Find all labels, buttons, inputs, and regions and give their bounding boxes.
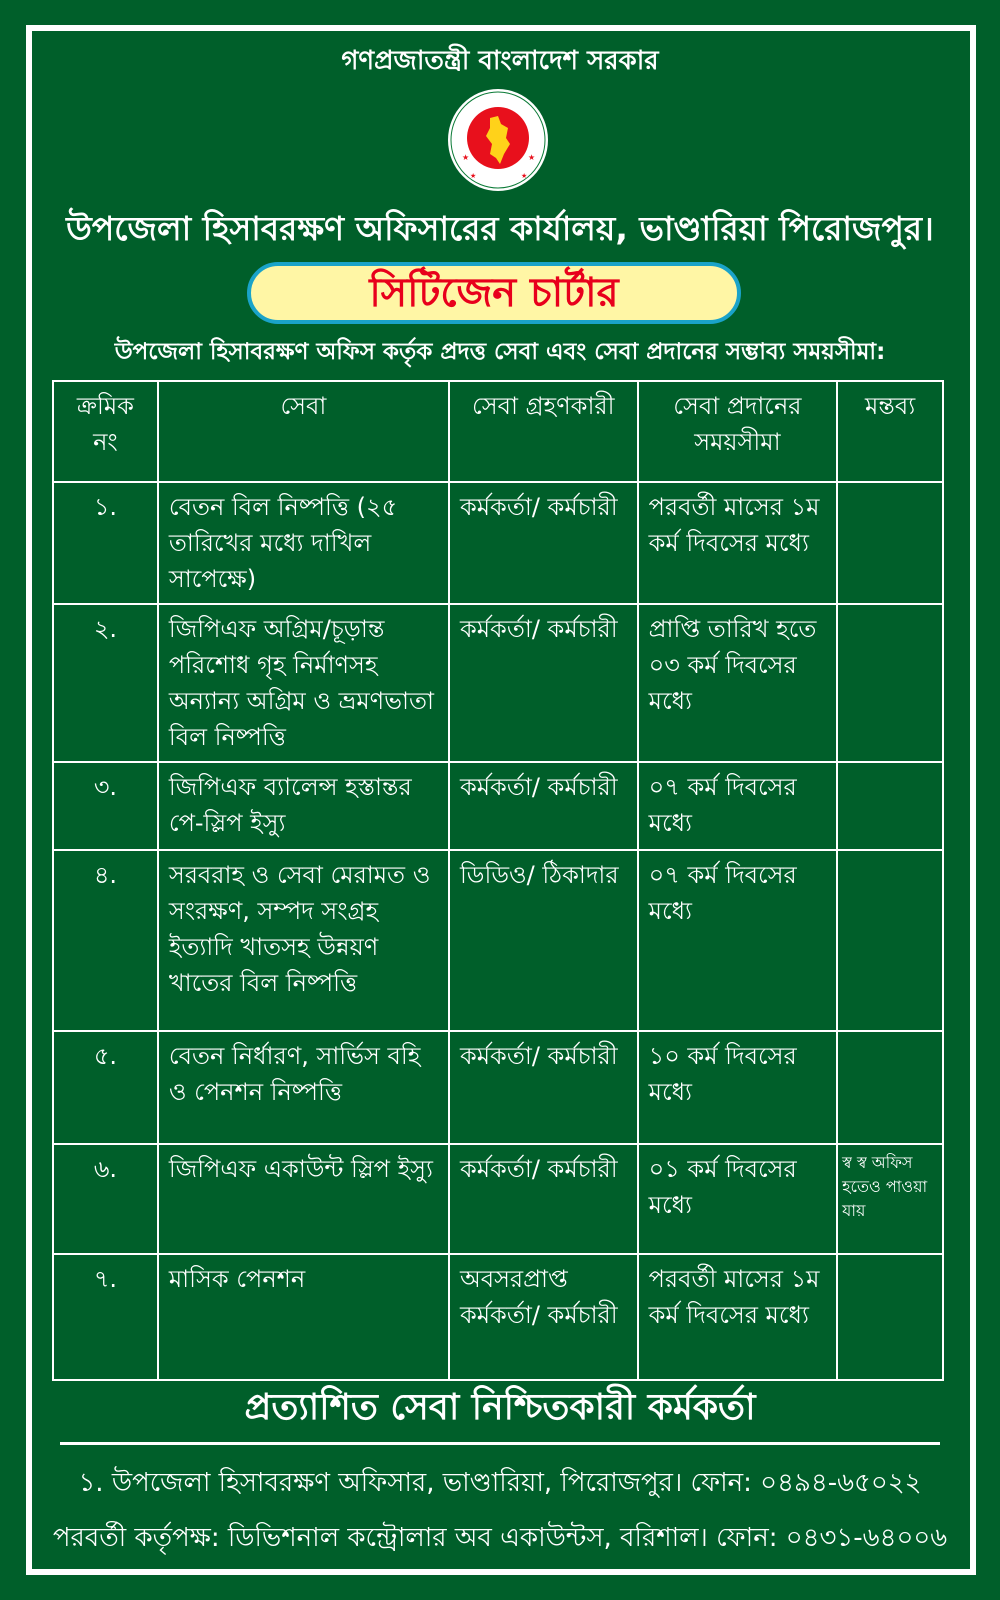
responsible-officer-heading: প্রত্যাশিত সেবা নিশ্চিতকারী কর্মকর্তা bbox=[244, 1387, 756, 1428]
cell-service: জিপিএফ ব্যালেন্স হস্তান্তর পে-স্লিপ ইস্যু bbox=[158, 762, 449, 850]
header-serial: ক্রমিক নং bbox=[53, 381, 158, 482]
officer-contact: ১. উপজেলা হিসাবরক্ষণ অফিসার, ভাণ্ডারিয়া, পিরোজপুর। ফোন: ০৪৯৪-৬৫০২২ bbox=[78, 1468, 922, 1498]
citizen-charter-title: সিটিজেন চার্টার bbox=[247, 262, 741, 324]
svg-text:★: ★ bbox=[521, 172, 528, 180]
cell-time: ০৭ কর্ম দিবসের মধ্যে bbox=[638, 850, 838, 1031]
cell-remark bbox=[837, 850, 943, 1031]
table-row bbox=[53, 604, 943, 762]
cell-serial: ২. bbox=[53, 604, 158, 762]
office-name: উপজেলা হিসাবরক্ষণ অফিসারের কার্যালয়, ভাণ্ডারিয়া পিরোজপুর। bbox=[66, 209, 934, 248]
cell-remark bbox=[837, 482, 943, 604]
header-remark: মন্তব্য bbox=[837, 381, 943, 482]
table-row bbox=[53, 482, 943, 604]
svg-text:★: ★ bbox=[528, 153, 536, 162]
cell-recipient: কর্মকর্তা/ কর্মচারী bbox=[449, 482, 638, 604]
header-recipient: সেবা গ্রহণকারী bbox=[449, 381, 638, 482]
cell-time: পরবর্তী মাসের ১ম কর্ম দিবসের মধ্যে bbox=[638, 1254, 838, 1380]
cell-time: ০৭ কর্ম দিবসের মধ্যে bbox=[638, 762, 838, 850]
cell-service: মাসিক পেনশন bbox=[158, 1254, 449, 1380]
government-emblem-icon bbox=[446, 88, 550, 192]
cell-recipient: কর্মকর্তা/ কর্মচারী bbox=[449, 604, 638, 762]
cell-service: জিপিএফ অগ্রিম/চূড়ান্ত পরিশোধ গৃহ নির্মাণসহ অন্যান্য অগ্রিম ও ভ্রমণভাতা বিল নিষ্পত্তি bbox=[158, 604, 449, 762]
cell-serial: ৭. bbox=[53, 1254, 158, 1380]
cell-remark bbox=[837, 1254, 943, 1380]
cell-time: প্রাপ্তি তারিখ হতে ০৩ কর্ম দিবসের মধ্যে bbox=[638, 604, 838, 762]
table-header-row bbox=[53, 381, 943, 482]
svg-text:★: ★ bbox=[462, 153, 470, 162]
cell-remark bbox=[837, 1031, 943, 1144]
cell-time: ১০ কর্ম দিবসের মধ্যে bbox=[638, 1031, 838, 1144]
table-row bbox=[53, 762, 943, 850]
table-row bbox=[53, 850, 943, 1031]
header-service: সেবা bbox=[158, 381, 449, 482]
next-authority-contact: পরবর্তী কর্তৃপক্ষ: ডিভিশনাল কন্ট্রোলার অব একাউন্টস, বরিশাল। ফোন: ০৪৩১-৬৪০০৬ bbox=[52, 1523, 948, 1553]
government-heading: গণপ্রজাতন্ত্রী বাংলাদেশ সরকার bbox=[341, 46, 659, 76]
table-row bbox=[53, 1144, 943, 1254]
cell-service: বেতন নির্ধারণ, সার্ভিস বহি ও পেনশন নিষ্পত্তি bbox=[158, 1031, 449, 1144]
cell-serial: ১. bbox=[53, 482, 158, 604]
header-time-limit: সেবা প্রদানের সময়সীমা bbox=[638, 381, 838, 482]
cell-time: ০১ কর্ম দিবসের মধ্যে bbox=[638, 1144, 838, 1254]
table-row bbox=[53, 1254, 943, 1380]
cell-service: জিপিএফ একাউন্ট স্লিপ ইস্যু bbox=[158, 1144, 449, 1254]
cell-service: সরবরাহ ও সেবা মেরামত ও সংরক্ষণ, সম্পদ সংগ্রহ ইত্যাদি খাতসহ উন্নয়ণ খাতের বিল নিষ্পত্তি bbox=[158, 850, 449, 1031]
cell-remark bbox=[837, 604, 943, 762]
cell-recipient: অবসরপ্রাপ্ত কর্মকর্তা/ কর্মচারী bbox=[449, 1254, 638, 1380]
cell-serial: ৬. bbox=[53, 1144, 158, 1254]
table-row bbox=[53, 1031, 943, 1144]
cell-remark: স্ব স্ব অফিস হতেও পাওয়া যায় bbox=[837, 1144, 943, 1254]
subtitle: উপজেলা হিসাবরক্ষণ অফিস কর্তৃক প্রদত্ত সেবা এবং সেবা প্রদানের সম্ভাব্য সময়সীমা: bbox=[114, 339, 886, 365]
services-table bbox=[52, 380, 944, 1381]
cell-recipient: কর্মকর্তা/ কর্মচারী bbox=[449, 1031, 638, 1144]
cell-time: পরবর্তী মাসের ১ম কর্ম দিবসের মধ্যে bbox=[638, 482, 838, 604]
cell-service: বেতন বিল নিষ্পত্তি (২৫ তারিখের মধ্যে দাখিল সাপেক্ষে) bbox=[158, 482, 449, 604]
svg-text:★: ★ bbox=[470, 172, 477, 180]
divider bbox=[60, 1442, 940, 1445]
cell-remark bbox=[837, 762, 943, 850]
cell-serial: ৪. bbox=[53, 850, 158, 1031]
cell-serial: ৫. bbox=[53, 1031, 158, 1144]
cell-recipient: কর্মকর্তা/ কর্মচারী bbox=[449, 762, 638, 850]
cell-serial: ৩. bbox=[53, 762, 158, 850]
cell-recipient: ডিডিও/ ঠিকাদার bbox=[449, 850, 638, 1031]
cell-recipient: কর্মকর্তা/ কর্মচারী bbox=[449, 1144, 638, 1254]
